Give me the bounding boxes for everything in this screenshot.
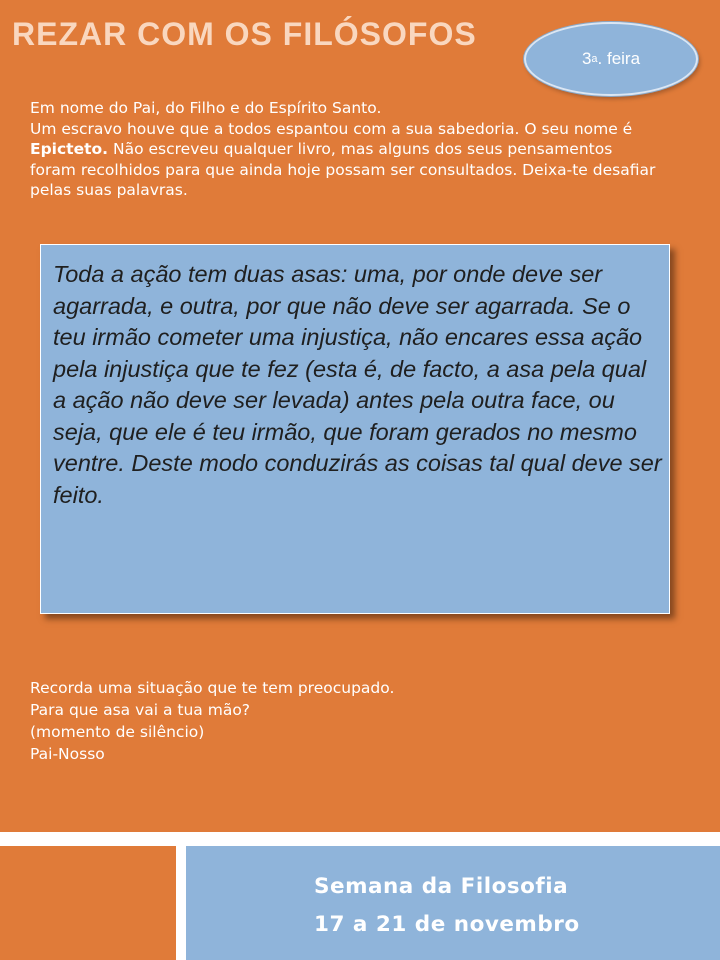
intro-text-start: Um escravo houve que a todos espantou com a sua sabedoria. O seu nome é [30,119,633,138]
intro-paragraph [30,98,660,201]
footer-event [314,868,694,944]
closing-line: (momento de silêncio) [30,723,205,741]
footer-orange-block [0,846,176,960]
weekday-ordinal: a [591,53,598,65]
closing-line: Recorda uma situação que te tem preocupado. [30,679,395,697]
philosopher-name: Epicteto. [30,140,109,158]
weekday-number: 3 [581,49,592,68]
event-title: Semana da Filosofia [314,874,569,899]
intro-line-invocation: Em nome do Pai, do Filho e do Espírito Santo. [30,99,382,117]
closing-line: Pai-Nosso [30,745,105,763]
intro-text-end: Não escreveu qualquer livro, mas alguns dos seus pensamentos foram recolhidos para que ainda hoje possam ser consultados. Deixa-te desafiar pelas suas palavras. [30,140,656,199]
quote-text: Toda a ação tem duas asas: uma, por onde deve ser agarrada, e outra, por que não deve ser agarrada. Se o teu irmão cometer uma injustiça, não encares essa ação pela injustiça que te fez (esta é, de facto, a asa pela qual a ação não deve ser levada) antes pela outra face, ou seja, que ele é teu irmão, que foram gerados no mesmo ventre. Deste modo conduzirás as coisas tal qual deve ser feito. [53,261,662,508]
event-dates: 17 a 21 de novembro [314,912,580,937]
closing-prayer [30,677,630,765]
quote-box [40,244,670,614]
page-title: REZAR COM OS FILÓSOFOS [12,16,477,52]
intro-line-description [30,119,660,201]
weekday-label: . feira [597,49,641,68]
closing-line: Para que asa vai a tua mão? [30,701,251,719]
weekday-badge [524,22,698,96]
